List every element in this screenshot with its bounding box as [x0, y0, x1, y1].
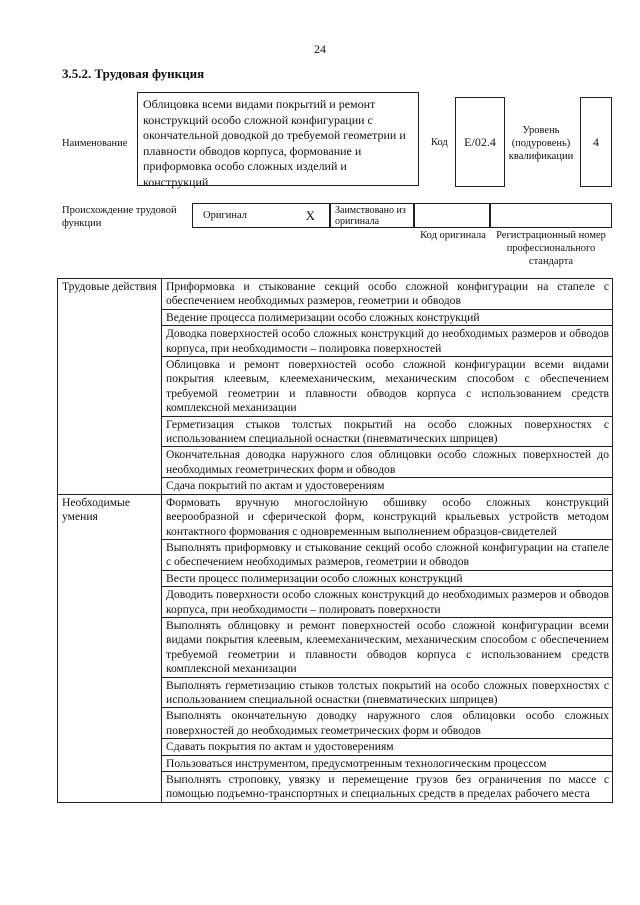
list-item: Выполнять приформовку и стыкование секций особо сложной конфигурации на стапеле с обеспечением необходимых размеров, геометрии и обводов — [162, 539, 613, 570]
list-item: Пользоваться инструментом, предусмотренным технологическим процессом — [162, 755, 613, 771]
borrowed-cell: Заимствовано из оригинала — [330, 203, 414, 228]
list-item: Окончательная доводка наружного слоя облицовки особо сложных поверхностей до необходимых геометрических форм и обводов — [162, 447, 613, 478]
list-item: Выполнять окончательную доводку наружного слоя облицовки особо сложных поверхностей до необходимых геометрических форм и обводов — [162, 708, 613, 739]
section-title: 3.5.2. Трудовая функция — [62, 66, 205, 81]
origin-row — [192, 203, 612, 228]
list-item: Выполнять облицовку и ремонт поверхностей особо сложной конфигурации всеми видами покрытия клеевым, клеемеханическим, механическим способом с обеспечением требуемой геометрии и плавности обводов корпуса с использованием средств комплексной механизации — [162, 617, 613, 677]
table-row — [58, 279, 613, 310]
list-item: Выполнять герметизацию стыков толстых покрытий на особо сложных поверхностях с использованием специальной оснастки (пневматических шприцев) — [162, 677, 613, 708]
table-row — [58, 494, 613, 539]
list-item: Формовать вручную многослойную обшивку особо сложных конструкций веерообразной и сферической форм, конструкций крыльевых устройств методом контактного формования с одновременным выполнением образцов-свидетелей — [162, 494, 613, 539]
requirements-table — [57, 278, 613, 803]
name-label: Наименование — [62, 138, 128, 149]
category-cell: Необходимые умения — [58, 494, 162, 802]
page-number: 24 — [314, 42, 326, 56]
list-item: Приформовка и стыкование секций особо сложной конфигурации на стапеле с обеспечением необходимых размеров, геометрии и обводов — [162, 279, 613, 310]
level-label: Уровень (подуровень) квалификации — [508, 125, 574, 162]
list-item: Выполнять строповку, увязку и перемещение грузов без ограничения по массе с помощью подъемно-транспортных и специальных средств в пределах рабочего места — [162, 772, 613, 803]
reg-number-label: Регистрационный номер профессионального стандарта — [496, 230, 606, 267]
code-value-box: E/02.4 — [455, 97, 505, 187]
list-item: Сдавать покрытия по актам и удостоверениям — [162, 739, 613, 755]
function-name-box: Облицовка всеми видами покрытий и ремонт конструкций особо сложной конфигурации с окончательной доводкой до требуемой геометрии и плавности обводов корпуса, формование и приформовка особо сложных изделий и конструкций — [137, 92, 419, 186]
code-label: Код — [431, 137, 448, 148]
level-value-box: 4 — [580, 97, 612, 187]
original-cell — [192, 203, 330, 228]
reg-number-cell — [490, 203, 612, 228]
original-label: Оригинал — [203, 210, 247, 221]
list-item: Доводка поверхностей особо сложных конструкций до необходимых размеров и обводов корпуса, при необходимости – полировка поверхностей — [162, 326, 613, 357]
category-cell: Трудовые действия — [58, 279, 162, 495]
list-item: Облицовка и ремонт поверхностей особо сложной конфигурации всеми видами покрытия клеевым, клеемеханическим, механическим способом с обеспечением требуемой геометрии и плавности обводов корпуса с использованием средств комплексной механизации — [162, 357, 613, 417]
list-item: Вести процесс полимеризации особо сложных конструкций — [162, 570, 613, 586]
list-item: Доводить поверхности особо сложных конструкций до необходимых размеров и обводов корпуса, при необходимости – полировать поверхности — [162, 587, 613, 618]
origin-label: Происхождение трудовой функции — [62, 205, 177, 229]
list-item: Герметизация стыков толстых покрытий на особо сложных поверхностях с использованием специальной оснастки (пневматических шприцев) — [162, 416, 613, 447]
list-item: Сдача покрытий по актам и удостоверениям — [162, 478, 613, 494]
original-code-cell — [414, 203, 490, 228]
original-code-label: Код оригинала — [420, 230, 486, 241]
list-item: Ведение процесса полимеризации особо сложных конструкций — [162, 309, 613, 325]
original-mark: X — [305, 208, 315, 223]
